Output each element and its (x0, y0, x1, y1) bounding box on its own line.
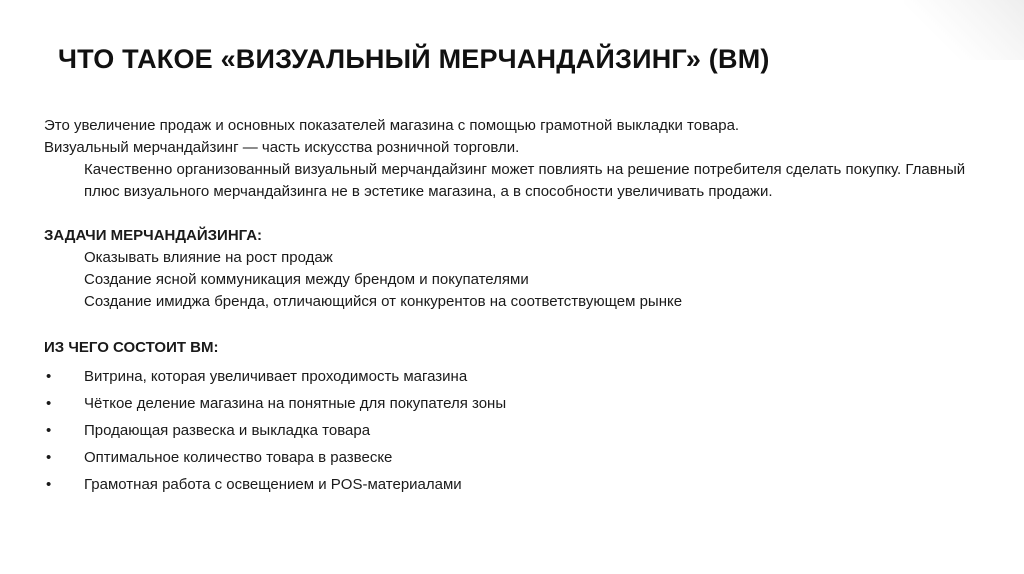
composition-item (44, 471, 994, 498)
task-item: Оказывать влияние на рост продаж (84, 249, 333, 266)
slide-body (44, 115, 994, 498)
composition-item-text: Оптимальное количество товара в развеске (84, 449, 393, 466)
tasks-list (84, 247, 994, 313)
intro-line-1: Это увеличение продаж и основных показателей магазина с помощью грамотной выкладки товара. (44, 117, 740, 134)
bullet-icon: • (46, 449, 52, 466)
page-curl-decoration (904, 0, 1024, 60)
task-item: Создание ясной коммуникация между брендом и покупателями (84, 271, 529, 288)
composition-heading: ИЗ ЧЕГО СОСТОИТ ВМ: (44, 339, 219, 356)
tasks-heading: ЗАДАЧИ МЕРЧАНДАЙЗИНГА: (44, 227, 263, 244)
composition-item-text: Чёткое деление магазина на понятные для покупателя зоны (84, 395, 507, 412)
intro-line-2: Визуальный мерчандайзинг — часть искусства розничной торговли. (44, 139, 520, 156)
composition-item (44, 444, 994, 471)
bullet-icon: • (46, 422, 52, 439)
bullet-icon: • (46, 368, 52, 385)
slide-title: ЧТО ТАКОЕ «ВИЗУАЛЬНЫЙ МЕРЧАНДАЙЗИНГ» (ВМ) (58, 44, 770, 74)
composition-item (44, 417, 994, 444)
composition-item (44, 390, 994, 417)
intro-paragraph: Качественно организованный визуальный мерчандайзинг может повлиять на решение потребителя сделать покупку. Главный плюс визуального мерчандайзинга не в эстетике магазина, а в способности увеличивать продажи. (84, 161, 966, 200)
task-item: Создание имиджа бренда, отличающийся от конкурентов на соответствующем рынке (84, 293, 683, 310)
composition-list (44, 363, 994, 498)
bullet-icon: • (46, 395, 52, 412)
composition-item-text: Грамотная работа с освещением и POS-материалами (84, 476, 462, 493)
composition-item-text: Продающая развеска и выкладка товара (84, 422, 371, 439)
composition-item-text: Витрина, которая увеличивает проходимость магазина (84, 368, 468, 385)
composition-item (44, 363, 994, 390)
bullet-icon: • (46, 476, 52, 493)
